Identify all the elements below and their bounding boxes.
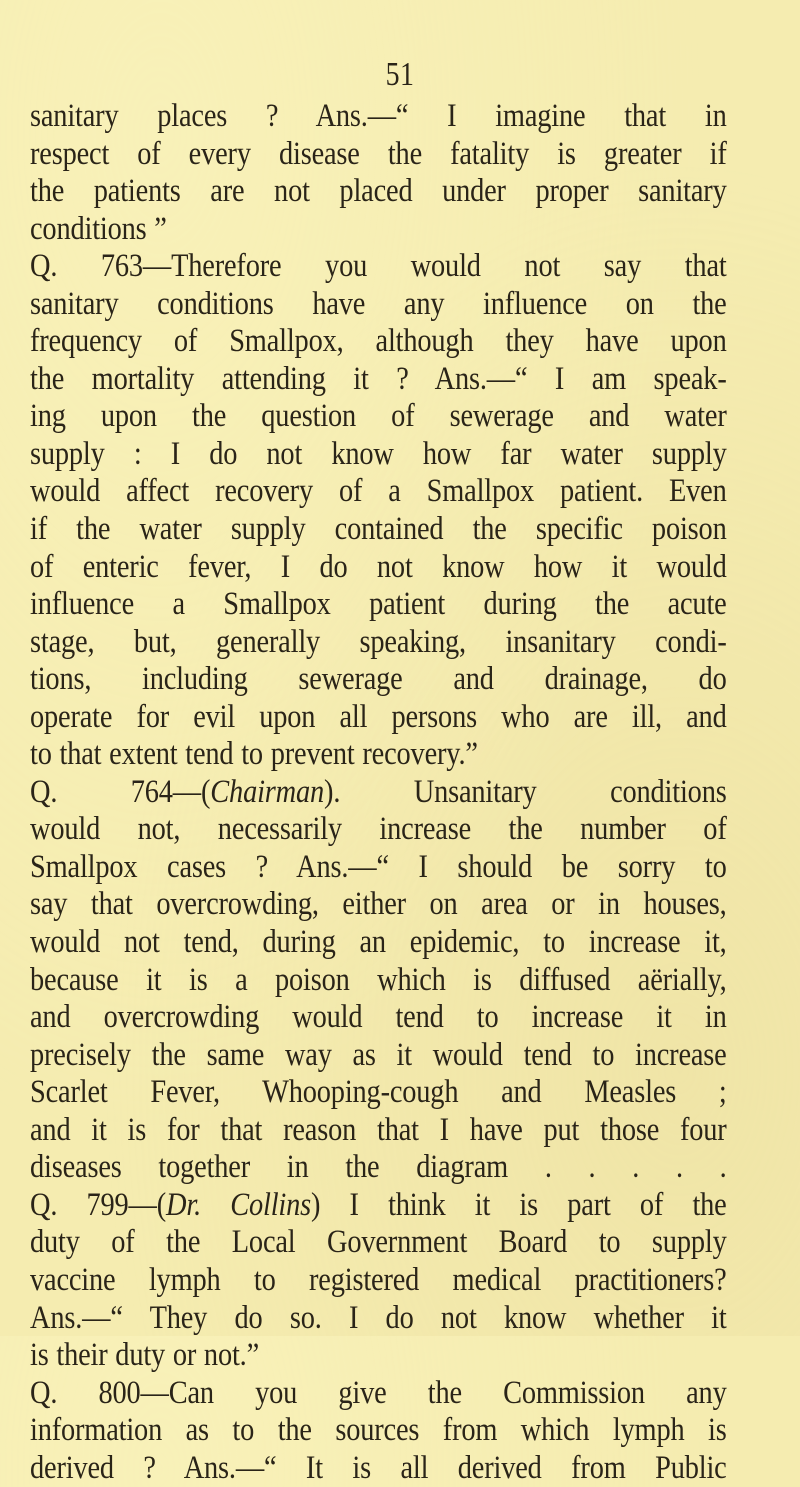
text-line (30, 586, 727, 624)
text-column (30, 98, 727, 1487)
text-line (30, 361, 727, 399)
text-line (30, 323, 727, 361)
text-line (30, 849, 727, 887)
line-text: tions, including sewerage and drainage, do (30, 661, 727, 698)
question-764-line (30, 774, 727, 812)
line-text: if the water supply contained the specific poison (30, 511, 727, 548)
line-text: the mortality attending it ? Ans.—“ I am speak- (30, 360, 727, 397)
line-text: duty of the Local Government Board to supply (30, 1224, 727, 1261)
line-text: is their duty or not.” (30, 1337, 260, 1374)
line-text: ing upon the question of sewerage and water (30, 398, 727, 435)
line-text: sanitary conditions have any influence on the (30, 285, 727, 322)
text-line (30, 173, 727, 211)
text-line (30, 1412, 727, 1450)
text-line (30, 436, 727, 474)
lines-container (30, 98, 727, 1487)
speaker-name: Dr. Collins (166, 1186, 312, 1223)
text-line (30, 1112, 727, 1150)
text-line (30, 962, 727, 1000)
text-line (30, 1037, 727, 1075)
line-text: information as to the sources from which lymph is (30, 1412, 727, 1449)
line-text: Smallpox cases ? Ans.—“ I should be sorry to (30, 848, 727, 885)
page-number: 51 (385, 56, 415, 93)
text-line (30, 924, 727, 962)
line-text: would affect recovery of a Smallpox patient. Even (30, 473, 727, 510)
line-text: vaccine lymph to registered medical practitioners? (30, 1261, 727, 1298)
text-line (30, 511, 727, 549)
line-text: and overcrowding would tend to increase it in (30, 999, 727, 1036)
speaker-name: Chairman (210, 773, 325, 810)
line-text: Q. 763—Therefore you would not say that (30, 248, 727, 285)
line-text: say that overcrowding, either on area or in houses, (30, 886, 727, 923)
line-text (30, 1187, 727, 1223)
line-text: would not, necessarily increase the number of (30, 811, 727, 848)
text-line (30, 1224, 727, 1262)
text-line (30, 624, 727, 662)
line-text: respect of every disease the fatality is greater if (30, 135, 727, 172)
text-line (30, 1262, 727, 1300)
text-line (30, 1450, 727, 1487)
question-text: ). Unsanitary conditions (324, 773, 727, 810)
text-line (30, 886, 727, 924)
line-text: Scarlet Fever, Whooping-cough and Measles ; (30, 1074, 727, 1111)
text-line (30, 1300, 727, 1338)
line-text: because it is a poison which is diffused aërially, (30, 961, 727, 998)
question-799-line (30, 1187, 727, 1225)
line-text: would not tend, during an epidemic, to increase it, (30, 924, 727, 961)
question-763-line (30, 248, 727, 286)
line-text: influence a Smallpox patient during the acute (30, 586, 727, 623)
line-text: Q. 800—Can you give the Commission any (30, 1374, 727, 1411)
text-line (30, 811, 727, 849)
text-line (30, 661, 727, 699)
line-text: supply : I do not know how far water supply (30, 435, 727, 472)
line-text: sanitary places ? Ans.—“ I imagine that in (30, 98, 727, 134)
text-line (30, 98, 727, 136)
text-line (30, 398, 727, 436)
text-line (30, 699, 727, 737)
line-text: diseases together in the diagram . . . . . (30, 1149, 727, 1186)
body-text (30, 98, 727, 1487)
question-number: Q. 799—( (30, 1186, 167, 1223)
text-line (30, 211, 727, 249)
text-line (30, 736, 727, 774)
text-line (30, 1149, 727, 1187)
text-line (30, 136, 727, 174)
question-text: ) I think it is part of the (311, 1186, 727, 1223)
line-text: stage, but, generally speaking, insanitary condi- (30, 623, 727, 660)
line-text: conditions ” (30, 210, 167, 247)
question-number: Q. 764—( (30, 773, 211, 810)
question-800-line (30, 1375, 727, 1413)
text-line (30, 473, 727, 511)
line-text (30, 774, 727, 810)
line-text: derived ? Ans.—“ It is all derived from Public (30, 1449, 727, 1486)
line-text: Ans.—“ They do so. I do not know whether it (30, 1299, 727, 1336)
line-text: and it is for that reason that I have put those four (30, 1111, 727, 1148)
text-line (30, 1074, 727, 1112)
text-line (30, 286, 727, 324)
line-text: the patients are not placed under proper sanitary (30, 173, 727, 210)
line-text: frequency of Smallpox, although they have upon (30, 323, 727, 360)
line-text: of enteric fever, I do not know how it would (30, 548, 727, 585)
line-text: precisely the same way as it would tend to increase (30, 1036, 727, 1073)
text-line (30, 1337, 727, 1375)
line-text: operate for evil upon all persons who are ill, and (30, 698, 727, 735)
text-line (30, 999, 727, 1037)
text-line (30, 549, 727, 587)
line-text: to that extent tend to prevent recovery.” (30, 736, 478, 773)
